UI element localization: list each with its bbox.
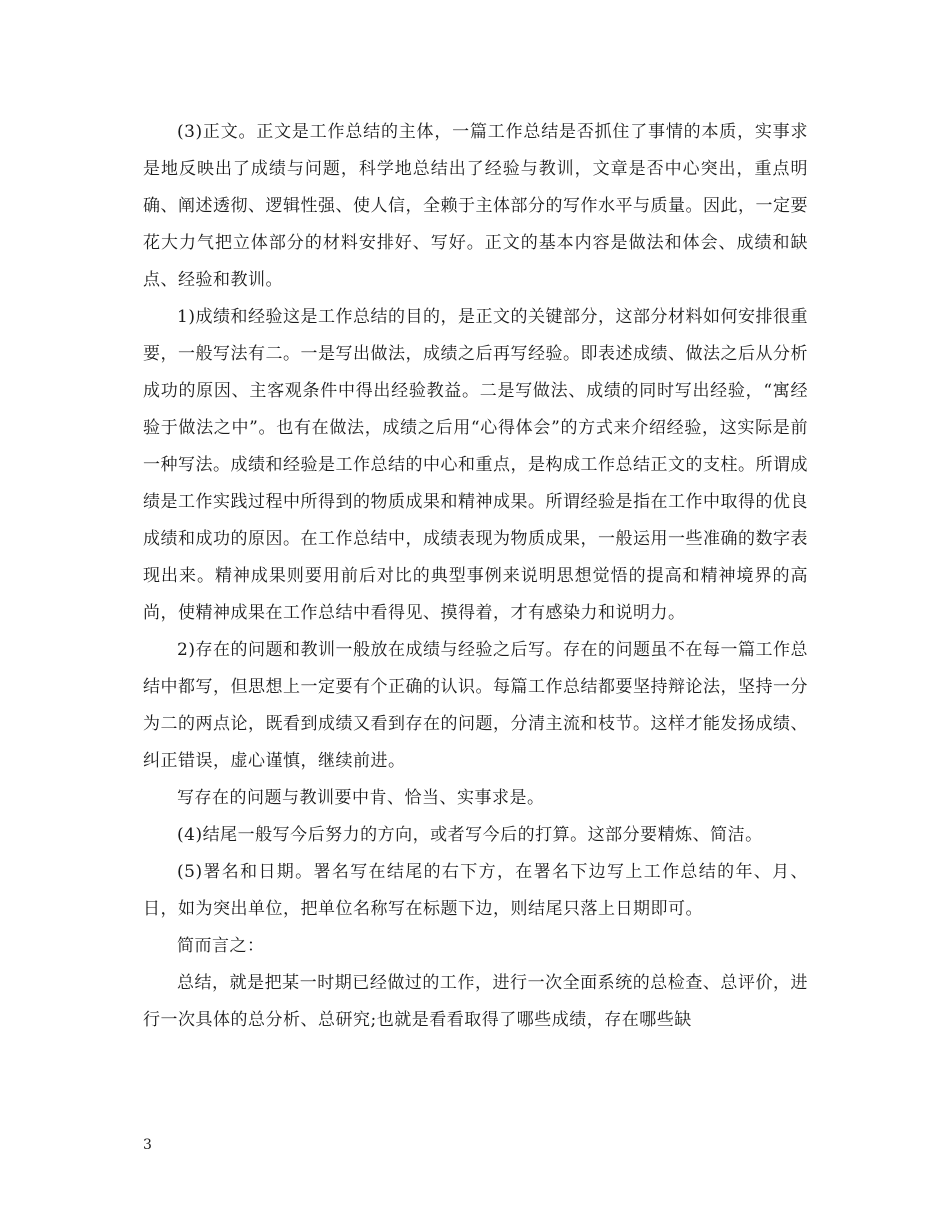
paragraph-problems-note: 写存在的问题与教训要中肯、恰当、实事求是。 xyxy=(177,788,545,808)
paragraph-problems-lessons: 2)存在的问题和教训一般放在成绩与经验之后写。存在的问题虽不在每一篇工作总结中都写，但思想上一定要有个正确的认识。每篇工作总结都要坚持辩论法，坚持一分为二的两点论，既看到成绩又看到存在的问题，分清主流和枝节。这样才能发扬成绩、纠正错误，虚心谨慎，继续前进。 xyxy=(143,640,808,771)
page-number: 3 xyxy=(143,1137,152,1153)
paragraph-main-text: (3)正文。正文是工作总结的主体，一篇工作总结是否抓住了事情的本质，实事求是地反映出了成绩与问题，科学地总结出了经验与教训，文章是否中心突出，重点明确、阐述透彻、逻辑性强、使人信，全赖于主体部分的写作水平与质量。因此，一定要花大力气把立体部分的材料安排好、写好。正文的基本内容是做法和体会、成绩和缺点、经验和教训。 xyxy=(143,122,808,290)
paragraph-signature-date: (5)署名和日期。署名写在结尾的右下方，在署名下边写上工作总结的年、月、日，如为突出单位，把单位名称写在标题下边，则结尾只落上日期即可。 xyxy=(143,862,808,919)
paragraph-in-short: 简而言之： xyxy=(177,936,265,956)
paragraph-ending: (4)结尾一般写今后努力的方向，或者写今后的打算。这部分要精炼、简洁。 xyxy=(177,825,763,845)
paragraph-achievements-experience: 1)成绩和经验这是工作总结的目的，是正文的关键部分，这部分材料如何安排很重要，一般写法有二。一是写出做法，成绩之后再写经验。即表述成绩、做法之后从分析成功的原因、主客观条件中得出经验教益。二是写做法、成绩的同时写出经验，“寓经验于做法之中”。也有在做法，成绩之后用“心得体会”的方式来介绍经验，这实际是前一种写法。成绩和经验是工作总结的中心和重点，是构成工作总结正文的支柱。所谓成绩是工作实践过程中所得到的物质成果和精神成果。所谓经验是指在工作中取得的优良成绩和成功的原因。在工作总结中，成绩表现为物质成果，一般运用一些准确的数字表现出来。精神成果则要用前后对比的典型事例来说明思想觉悟的提高和精神境界的高尚，使精神成果在工作总结中看得见、摸得着，才有感染力和说明力。 xyxy=(143,307,808,623)
paragraph-summary-definition: 总结，就是把某一时期已经做过的工作，进行一次全面系统的总检查、总评价，进行一次具体的总分析、总研究;也就是看看取得了哪些成绩，存在哪些缺 xyxy=(143,973,808,1030)
body-text xyxy=(143,114,808,1039)
